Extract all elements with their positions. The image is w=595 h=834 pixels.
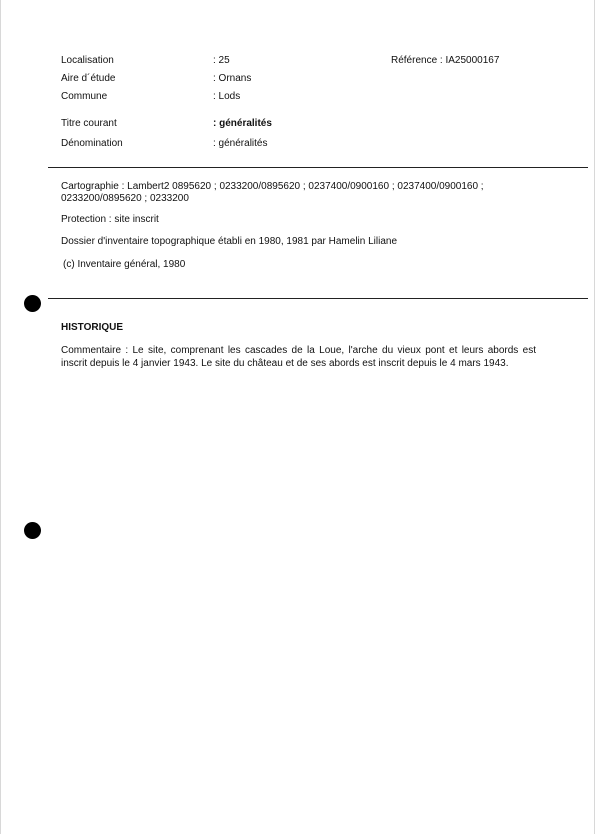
punch-hole-bottom [24, 522, 41, 539]
denomination-label: Dénomination [61, 138, 123, 149]
divider-middle [48, 298, 588, 299]
titre-courant-value: : généralités [213, 118, 272, 129]
copyright-line: (c) Inventaire général, 1980 [63, 259, 186, 270]
historique-heading: HISTORIQUE [61, 322, 124, 333]
cartographie-line1: Cartographie : Lambert2 0895620 ; 0233200/0895620 ; 0237400/0900160 ; 0237400/0900160 ; [61, 181, 484, 192]
aire-etude-value: : Ornans [213, 73, 252, 84]
aire-etude-label: Aire d´étude [61, 73, 116, 84]
commune-value: : Lods [213, 91, 241, 102]
localisation-label: Localisation [61, 55, 114, 66]
commentaire-paragraph: Commentaire : Le site, comprenant les cascades de la Loue, l'arche du vieux pont et leurs abords est inscrit depuis le 4 janvier 1943. Le site du château et de ses abords est inscrit depuis le 4 mars 1943. [61, 345, 536, 369]
dossier-line: Dossier d'inventaire topographique établi en 1980, 1981 par Hamelin Liliane [61, 236, 398, 247]
titre-courant-label: Titre courant [61, 118, 117, 129]
scan-edge-left [0, 0, 1, 834]
reference: Référence : IA25000167 [391, 55, 500, 66]
commune-label: Commune [61, 91, 108, 102]
denomination-value: : généralités [213, 138, 268, 149]
cartographie-line2: 0233200/0895620 ; 0233200 [61, 193, 189, 204]
divider-top [48, 167, 588, 168]
punch-hole-top [24, 295, 41, 312]
localisation-value: : 25 [213, 55, 230, 66]
protection: Protection : site inscrit [61, 214, 159, 225]
